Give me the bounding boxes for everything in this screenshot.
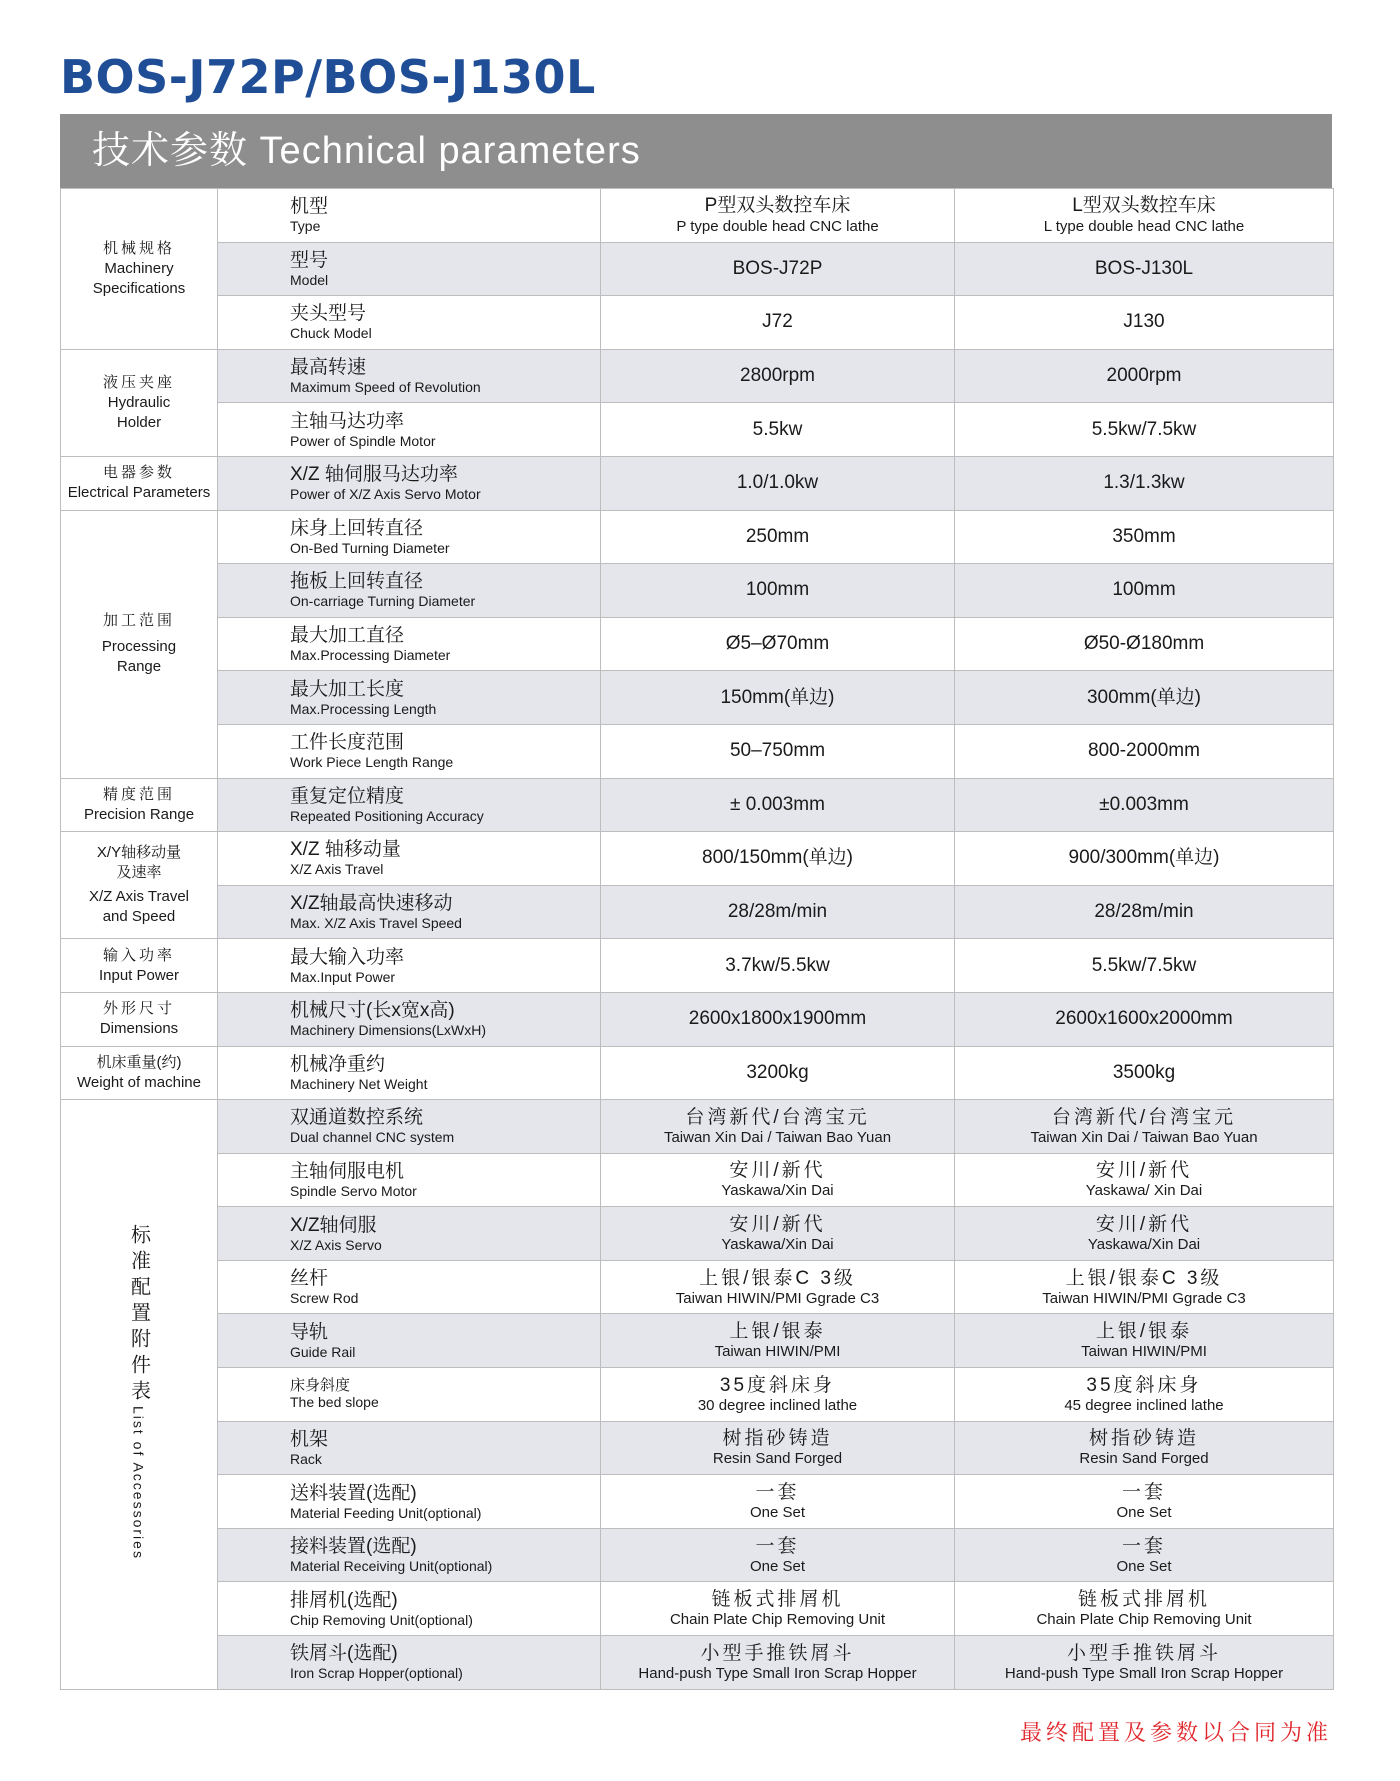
table-row bbox=[61, 1528, 1334, 1582]
group-input-power: 输入功率 Input Power bbox=[61, 939, 218, 993]
l-value-cell: 300mm(单边) bbox=[955, 671, 1334, 725]
l-value-cell: BOS-J130L bbox=[955, 242, 1334, 296]
l-value-cell: Ø50-Ø180mm bbox=[955, 617, 1334, 671]
p-value-cell: 树指砂铸造 Resin Sand Forged bbox=[601, 1421, 955, 1475]
p-value-cell: BOS-J72P bbox=[601, 242, 955, 296]
param-cell: 机型 Type bbox=[218, 189, 601, 243]
group-electrical: 电器参数 Electrical Parameters bbox=[61, 456, 218, 510]
l-value-cell: 350mm bbox=[955, 510, 1334, 564]
p-value-cell: 800/150mm(单边) bbox=[601, 832, 955, 886]
param-cell: 床身上回转直径 On-Bed Turning Diameter bbox=[218, 510, 601, 564]
table-row bbox=[61, 1260, 1334, 1314]
table-row bbox=[61, 296, 1334, 350]
section-banner: 技术参数 Technical parameters bbox=[60, 114, 1332, 188]
l-value-cell: L型双头数控车床 L type double head CNC lathe bbox=[955, 189, 1334, 243]
param-cell: 排屑机(选配) Chip Removing Unit(optional) bbox=[218, 1582, 601, 1636]
p-value-cell: 上银/银泰C 3级 Taiwan HIWIN/PMI Ggrade C3 bbox=[601, 1260, 955, 1314]
l-value-cell: 上银/银泰C 3级 Taiwan HIWIN/PMI Ggrade C3 bbox=[955, 1260, 1334, 1314]
p-value-cell: J72 bbox=[601, 296, 955, 350]
table-row bbox=[61, 189, 1334, 243]
param-cell: 拖板上回转直径 On-carriage Turning Diameter bbox=[218, 564, 601, 618]
param-cell: 最大加工直径 Max.Processing Diameter bbox=[218, 617, 601, 671]
p-value-cell: 一套 One Set bbox=[601, 1475, 955, 1529]
p-value-cell: 150mm(单边) bbox=[601, 671, 955, 725]
table-row bbox=[61, 564, 1334, 618]
l-value-cell: 链板式排屑机 Chain Plate Chip Removing Unit bbox=[955, 1582, 1334, 1636]
table-row bbox=[61, 939, 1334, 993]
l-value-cell: 一套 One Set bbox=[955, 1528, 1334, 1582]
p-value-cell: 28/28m/min bbox=[601, 885, 955, 939]
footnote: 最终配置及参数以合同为准 bbox=[1019, 1720, 1332, 1745]
param-cell: X/Z 轴伺服马达功率 Power of X/Z Axis Servo Motor bbox=[218, 456, 601, 510]
p-value-cell: 2600x1800x1900mm bbox=[601, 992, 955, 1046]
l-value-cell: 上银/银泰 Taiwan HIWIN/PMI bbox=[955, 1314, 1334, 1368]
p-value-cell: 台湾新代/台湾宝元 Taiwan Xin Dai / Taiwan Bao Yuan bbox=[601, 1100, 955, 1154]
l-value-cell: J130 bbox=[955, 296, 1334, 350]
l-value-cell: 树指砂铸造 Resin Sand Forged bbox=[955, 1421, 1334, 1475]
p-value-cell: 链板式排屑机 Chain Plate Chip Removing Unit bbox=[601, 1582, 955, 1636]
param-cell: 工件长度范围 Work Piece Length Range bbox=[218, 724, 601, 778]
param-cell: 重复定位精度 Repeated Positioning Accuracy bbox=[218, 778, 601, 832]
param-cell: 最高转速 Maximum Speed of Revolution bbox=[218, 349, 601, 403]
group-hydraulic: 液压夹座 Hydraulic Holder bbox=[61, 349, 218, 456]
param-cell: 型号 Model bbox=[218, 242, 601, 296]
table-row bbox=[61, 1314, 1334, 1368]
group-travel: X/Y轴移动量 及速率 X/Z Axis Travel and Speed bbox=[61, 832, 218, 939]
p-value-cell: 250mm bbox=[601, 510, 955, 564]
l-value-cell: 安川/新代 Yaskawa/ Xin Dai bbox=[955, 1153, 1334, 1207]
l-value-cell: 3500kg bbox=[955, 1046, 1334, 1100]
p-value-cell: Ø5–Ø70mm bbox=[601, 617, 955, 671]
p-value-cell: 100mm bbox=[601, 564, 955, 618]
table-row bbox=[61, 1046, 1334, 1100]
table-row bbox=[61, 1421, 1334, 1475]
spec-table bbox=[60, 188, 1334, 1690]
param-cell: 丝杆 Screw Rod bbox=[218, 1260, 601, 1314]
table-row bbox=[61, 1582, 1334, 1636]
p-value-cell: 上银/银泰 Taiwan HIWIN/PMI bbox=[601, 1314, 955, 1368]
l-value-cell: 小型手推铁屑斗 Hand-push Type Small Iron Scrap Hopper bbox=[955, 1636, 1334, 1690]
table-row bbox=[61, 510, 1334, 564]
table-row bbox=[61, 1153, 1334, 1207]
table-row bbox=[61, 1368, 1334, 1422]
param-cell: X/Z轴伺服 X/Z Axis Servo bbox=[218, 1207, 601, 1261]
group-precision: 精度范围 Precision Range bbox=[61, 778, 218, 832]
p-value-cell: 5.5kw bbox=[601, 403, 955, 457]
table-row bbox=[61, 242, 1334, 296]
l-value-cell: 5.5kw/7.5kw bbox=[955, 939, 1334, 993]
l-value-cell: 35度斜床身 45 degree inclined lathe bbox=[955, 1368, 1334, 1422]
param-cell: X/Z 轴移动量 X/Z Axis Travel bbox=[218, 832, 601, 886]
l-value-cell: 900/300mm(单边) bbox=[955, 832, 1334, 886]
group-processing: 加工范围 Processing Range bbox=[61, 510, 218, 778]
table-row bbox=[61, 778, 1334, 832]
table-row bbox=[61, 992, 1334, 1046]
table-row bbox=[61, 832, 1334, 886]
param-cell: 最大输入功率 Max.Input Power bbox=[218, 939, 601, 993]
table-row bbox=[61, 1207, 1334, 1261]
l-value-cell: 安川/新代 Yaskawa/Xin Dai bbox=[955, 1207, 1334, 1261]
param-cell: 机械净重约 Machinery Net Weight bbox=[218, 1046, 601, 1100]
l-value-cell: 800-2000mm bbox=[955, 724, 1334, 778]
table-row bbox=[61, 349, 1334, 403]
param-cell: 机架 Rack bbox=[218, 1421, 601, 1475]
param-cell: 床身斜度 The bed slope bbox=[218, 1368, 601, 1422]
table-row bbox=[61, 1475, 1334, 1529]
l-value-cell: 2000rpm bbox=[955, 349, 1334, 403]
l-value-cell: 台湾新代/台湾宝元 Taiwan Xin Dai / Taiwan Bao Yuan bbox=[955, 1100, 1334, 1154]
table-row bbox=[61, 617, 1334, 671]
l-value-cell: 1.3/1.3kw bbox=[955, 456, 1334, 510]
param-cell: 主轴马达功率 Power of Spindle Motor bbox=[218, 403, 601, 457]
p-value-cell: 1.0/1.0kw bbox=[601, 456, 955, 510]
l-value-cell: ±0.003mm bbox=[955, 778, 1334, 832]
p-value-cell: 安川/新代 Yaskawa/Xin Dai bbox=[601, 1207, 955, 1261]
param-cell: 最大加工长度 Max.Processing Length bbox=[218, 671, 601, 725]
param-cell: 夹头型号 Chuck Model bbox=[218, 296, 601, 350]
page-title: BOS-J72P/BOS-J130L bbox=[60, 50, 596, 104]
p-value-cell: 35度斜床身 30 degree inclined lathe bbox=[601, 1368, 955, 1422]
param-cell: 主轴伺服电机 Spindle Servo Motor bbox=[218, 1153, 601, 1207]
p-value-cell: ± 0.003mm bbox=[601, 778, 955, 832]
group-accessories: 标准配置附件表List of Accessories bbox=[61, 1100, 218, 1690]
param-cell: X/Z轴最高快速移动 Max. X/Z Axis Travel Speed bbox=[218, 885, 601, 939]
table-row bbox=[61, 885, 1334, 939]
p-value-cell: 一套 One Set bbox=[601, 1528, 955, 1582]
l-value-cell: 2600x1600x2000mm bbox=[955, 992, 1334, 1046]
p-value-cell: 50–750mm bbox=[601, 724, 955, 778]
table-row bbox=[61, 1100, 1334, 1154]
p-value-cell: 3.7kw/5.5kw bbox=[601, 939, 955, 993]
l-value-cell: 一套 One Set bbox=[955, 1475, 1334, 1529]
l-value-cell: 28/28m/min bbox=[955, 885, 1334, 939]
param-cell: 导轨 Guide Rail bbox=[218, 1314, 601, 1368]
l-value-cell: 5.5kw/7.5kw bbox=[955, 403, 1334, 457]
param-cell: 双通道数控系统 Dual channel CNC system bbox=[218, 1100, 601, 1154]
param-cell: 接料装置(选配) Material Receiving Unit(optional) bbox=[218, 1528, 601, 1582]
group-machinery: 机械规格 Machinery Specifications bbox=[61, 189, 218, 350]
param-cell: 送料装置(选配) Material Feeding Unit(optional) bbox=[218, 1475, 601, 1529]
group-dimensions: 外形尺寸 Dimensions bbox=[61, 992, 218, 1046]
param-cell: 机械尺寸(长x宽x高) Machinery Dimensions(LxWxH) bbox=[218, 992, 601, 1046]
table-row bbox=[61, 724, 1334, 778]
p-value-cell: 3200kg bbox=[601, 1046, 955, 1100]
l-value-cell: 100mm bbox=[955, 564, 1334, 618]
p-value-cell: 安川/新代 Yaskawa/Xin Dai bbox=[601, 1153, 955, 1207]
p-value-cell: P型双头数控车床 P type double head CNC lathe bbox=[601, 189, 955, 243]
table-row bbox=[61, 671, 1334, 725]
param-cell: 铁屑斗(选配) Iron Scrap Hopper(optional) bbox=[218, 1636, 601, 1690]
p-value-cell: 2800rpm bbox=[601, 349, 955, 403]
group-weight: 机床重量(约) Weight of machine bbox=[61, 1046, 218, 1100]
p-value-cell: 小型手推铁屑斗 Hand-push Type Small Iron Scrap Hopper bbox=[601, 1636, 955, 1690]
table-row bbox=[61, 403, 1334, 457]
table-row bbox=[61, 1636, 1334, 1690]
table-row bbox=[61, 456, 1334, 510]
